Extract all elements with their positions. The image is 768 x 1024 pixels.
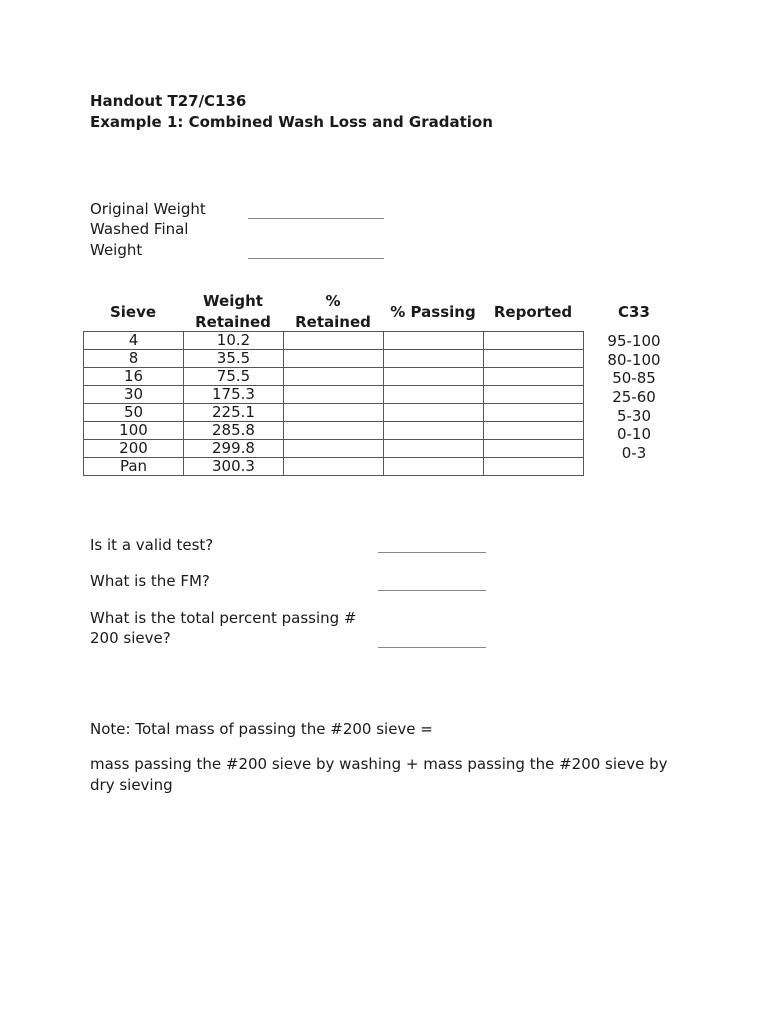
c33-value: 0-10 (616, 425, 652, 443)
c33-value: 95-100 (607, 332, 661, 350)
pct-passing-cell[interactable] (384, 386, 484, 404)
gradation-table (83, 331, 584, 476)
example-title: Example 1: Combined Wash Loss and Gradation (90, 113, 493, 131)
valid-test-blank[interactable] (378, 552, 486, 553)
table-row (84, 350, 584, 368)
table-row (84, 386, 584, 404)
note-line2a: mass passing the #200 sieve by washing + mass passing the #200 sieve by (90, 755, 668, 773)
washed-weight-label-line1: Washed Final (90, 220, 189, 238)
c33-value: 50-85 (612, 369, 656, 387)
c33-value: 80-100 (607, 351, 661, 369)
reported-cell[interactable] (484, 458, 584, 476)
sieve-cell: 4 (84, 332, 184, 350)
washed-weight-blank[interactable] (248, 258, 384, 259)
reported-cell[interactable] (484, 332, 584, 350)
note-line2b: dry sieving (90, 776, 173, 794)
weight-cell: 35.5 (184, 350, 284, 368)
table-row (84, 440, 584, 458)
sieve-cell: 50 (84, 404, 184, 422)
table-row (84, 422, 584, 440)
c33-value: 0-3 (621, 444, 647, 462)
original-weight-label: Original Weight (90, 200, 206, 218)
table-row (84, 458, 584, 476)
reported-cell[interactable] (484, 404, 584, 422)
pct-passing-cell[interactable] (384, 368, 484, 386)
pct-retained-cell[interactable] (284, 386, 384, 404)
handout-title: Handout T27/C136 (90, 92, 247, 110)
washed-weight-label-line2: Weight (90, 241, 143, 259)
reported-cell[interactable] (484, 386, 584, 404)
header-c33: C33 (618, 303, 650, 321)
reported-cell[interactable] (484, 422, 584, 440)
weight-cell: 285.8 (184, 422, 284, 440)
sieve-cell: 100 (84, 422, 184, 440)
sieve-cell: Pan (84, 458, 184, 476)
pct-passing-cell[interactable] (384, 332, 484, 350)
pct-retained-cell[interactable] (284, 422, 384, 440)
sieve-cell: 8 (84, 350, 184, 368)
pct-passing-cell[interactable] (384, 422, 484, 440)
sieve-cell: 30 (84, 386, 184, 404)
pct-passing-cell[interactable] (384, 350, 484, 368)
pct-passing-cell[interactable] (384, 458, 484, 476)
sieve-cell: 16 (84, 368, 184, 386)
header-weight-line1: Weight (203, 292, 263, 310)
percent-passing-blank[interactable] (378, 647, 486, 648)
question-percent-passing-line1: What is the total percent passing # (90, 609, 357, 627)
pct-retained-cell[interactable] (284, 404, 384, 422)
weight-cell: 75.5 (184, 368, 284, 386)
weight-cell: 299.8 (184, 440, 284, 458)
header-reported: Reported (493, 303, 573, 321)
reported-cell[interactable] (484, 440, 584, 458)
header-weight-line2: Retained (195, 313, 271, 331)
weight-cell: 300.3 (184, 458, 284, 476)
c33-value: 5-30 (616, 407, 652, 425)
c33-value: 25-60 (612, 388, 656, 406)
question-valid-test: Is it a valid test? (90, 536, 214, 554)
note-line1: Note: Total mass of passing the #200 sieve = (90, 720, 433, 738)
question-percent-passing-line2: 200 sieve? (90, 629, 171, 647)
pct-retained-cell[interactable] (284, 458, 384, 476)
pct-passing-cell[interactable] (384, 404, 484, 422)
table-row (84, 404, 584, 422)
reported-cell[interactable] (484, 368, 584, 386)
weight-cell: 175.3 (184, 386, 284, 404)
original-weight-blank[interactable] (248, 218, 384, 219)
header-pct-line1: % (325, 292, 341, 310)
reported-cell[interactable] (484, 350, 584, 368)
pct-retained-cell[interactable] (284, 332, 384, 350)
question-fm: What is the FM? (90, 572, 210, 590)
pct-retained-cell[interactable] (284, 350, 384, 368)
pct-retained-cell[interactable] (284, 368, 384, 386)
header-passing: % Passing (390, 303, 476, 321)
pct-passing-cell[interactable] (384, 440, 484, 458)
weight-cell: 225.1 (184, 404, 284, 422)
fm-blank[interactable] (378, 590, 486, 591)
table-row (84, 368, 584, 386)
pct-retained-cell[interactable] (284, 440, 384, 458)
header-sieve: Sieve (109, 303, 157, 321)
weight-cell: 10.2 (184, 332, 284, 350)
table-row (84, 332, 584, 350)
header-pct-line2: Retained (295, 313, 371, 331)
sieve-cell: 200 (84, 440, 184, 458)
